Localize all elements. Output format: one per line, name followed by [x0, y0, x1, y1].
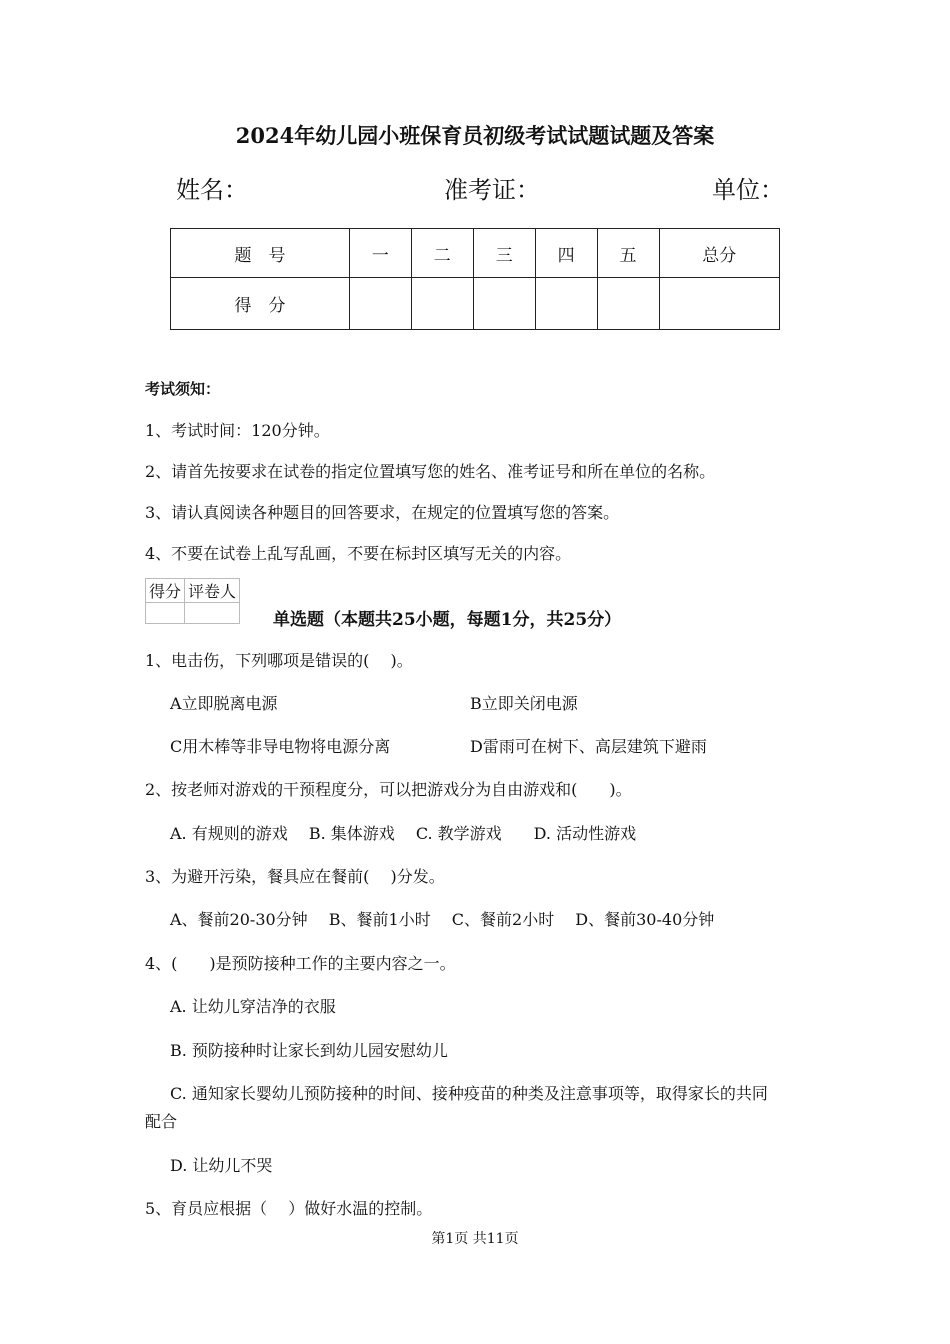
score-input-2[interactable]	[411, 278, 473, 330]
score-cell-1: 一	[349, 229, 411, 278]
question-1: 1、电击伤，下列哪项是错误的( )。	[145, 651, 413, 670]
question-1-option-a: A立即脱离电源	[170, 694, 278, 713]
exam-number-label: 准考证：	[444, 176, 540, 204]
question-1-option-b: B立即关闭电源	[470, 694, 578, 713]
grader-box	[145, 578, 240, 624]
notice-heading: 考试须知：	[145, 380, 221, 398]
question-3-options: A、餐前20-30分钟 B、餐前1小时 C、餐前2小时 D、餐前30-40分钟	[170, 910, 715, 929]
question-4-option-c-continued: 配合	[145, 1112, 178, 1131]
grader-name-input[interactable]	[185, 603, 240, 624]
notice-item: 4、不要在试卷上乱写乱画，不要在标封区填写无关的内容。	[145, 544, 572, 563]
document-title: 2024年幼儿园小班保育员初级考试试题试题及答案	[235, 123, 715, 148]
name-label: 姓名：	[176, 176, 248, 204]
notice-item: 2、请首先按要求在试卷的指定位置填写您的姓名、准考证号和所在单位的名称。	[145, 462, 716, 481]
question-4-option-b: B. 预防接种时让家长到幼儿园安慰幼儿	[170, 1041, 448, 1060]
score-cell-3: 三	[473, 229, 535, 278]
score-input-total[interactable]	[659, 278, 779, 330]
page-footer: 第1页 共11页	[431, 1231, 519, 1247]
score-cell-total: 总分	[659, 229, 779, 278]
question-2-options: A. 有规则的游戏 B. 集体游戏 C. 教学游戏 D. 活动性游戏	[170, 824, 637, 843]
question-4-option-c: C. 通知家长婴幼儿预防接种的时间、接种疫苗的种类及注意事项等，取得家长的共同	[170, 1084, 768, 1103]
question-3: 3、为避开污染，餐具应在餐前( )分发。	[145, 867, 445, 886]
score-cell-label: 题 号	[171, 229, 350, 278]
question-1-option-d: D雷雨可在树下、高层建筑下避雨	[470, 737, 707, 756]
score-cell-5: 五	[597, 229, 659, 278]
score-cell-2: 二	[411, 229, 473, 278]
score-row-label: 得 分	[171, 278, 350, 330]
notice-item: 1、考试时间：120分钟。	[145, 421, 330, 440]
question-4: 4、( )是预防接种工作的主要内容之一。	[145, 954, 456, 973]
question-2: 2、按老师对游戏的干预程度分，可以把游戏分为自由游戏和( )。	[145, 780, 632, 799]
question-4-option-d: D. 让幼儿不哭	[170, 1156, 273, 1175]
question-4-option-a: A. 让幼儿穿洁净的衣服	[170, 997, 336, 1016]
score-table	[170, 228, 780, 330]
score-input-3[interactable]	[473, 278, 535, 330]
score-input-5[interactable]	[597, 278, 659, 330]
score-table-score-row	[171, 278, 780, 330]
score-cell-4: 四	[535, 229, 597, 278]
grader-name-label: 评卷人	[185, 579, 240, 603]
section-title: 单选题（本题共25小题，每题1分，共25分）	[273, 610, 622, 630]
notice-item: 3、请认真阅读各种题目的回答要求，在规定的位置填写您的答案。	[145, 503, 620, 522]
score-table-header-row	[171, 229, 780, 278]
question-1-option-c: C用木棒等非导电物将电源分离	[170, 737, 391, 756]
unit-label: 单位：	[712, 176, 784, 204]
grader-score-label: 得分	[146, 579, 185, 603]
score-input-1[interactable]	[349, 278, 411, 330]
score-input-4[interactable]	[535, 278, 597, 330]
question-5: 5、育员应根据（ ）做好水温的控制。	[145, 1199, 433, 1218]
grader-score-input[interactable]	[146, 603, 185, 624]
